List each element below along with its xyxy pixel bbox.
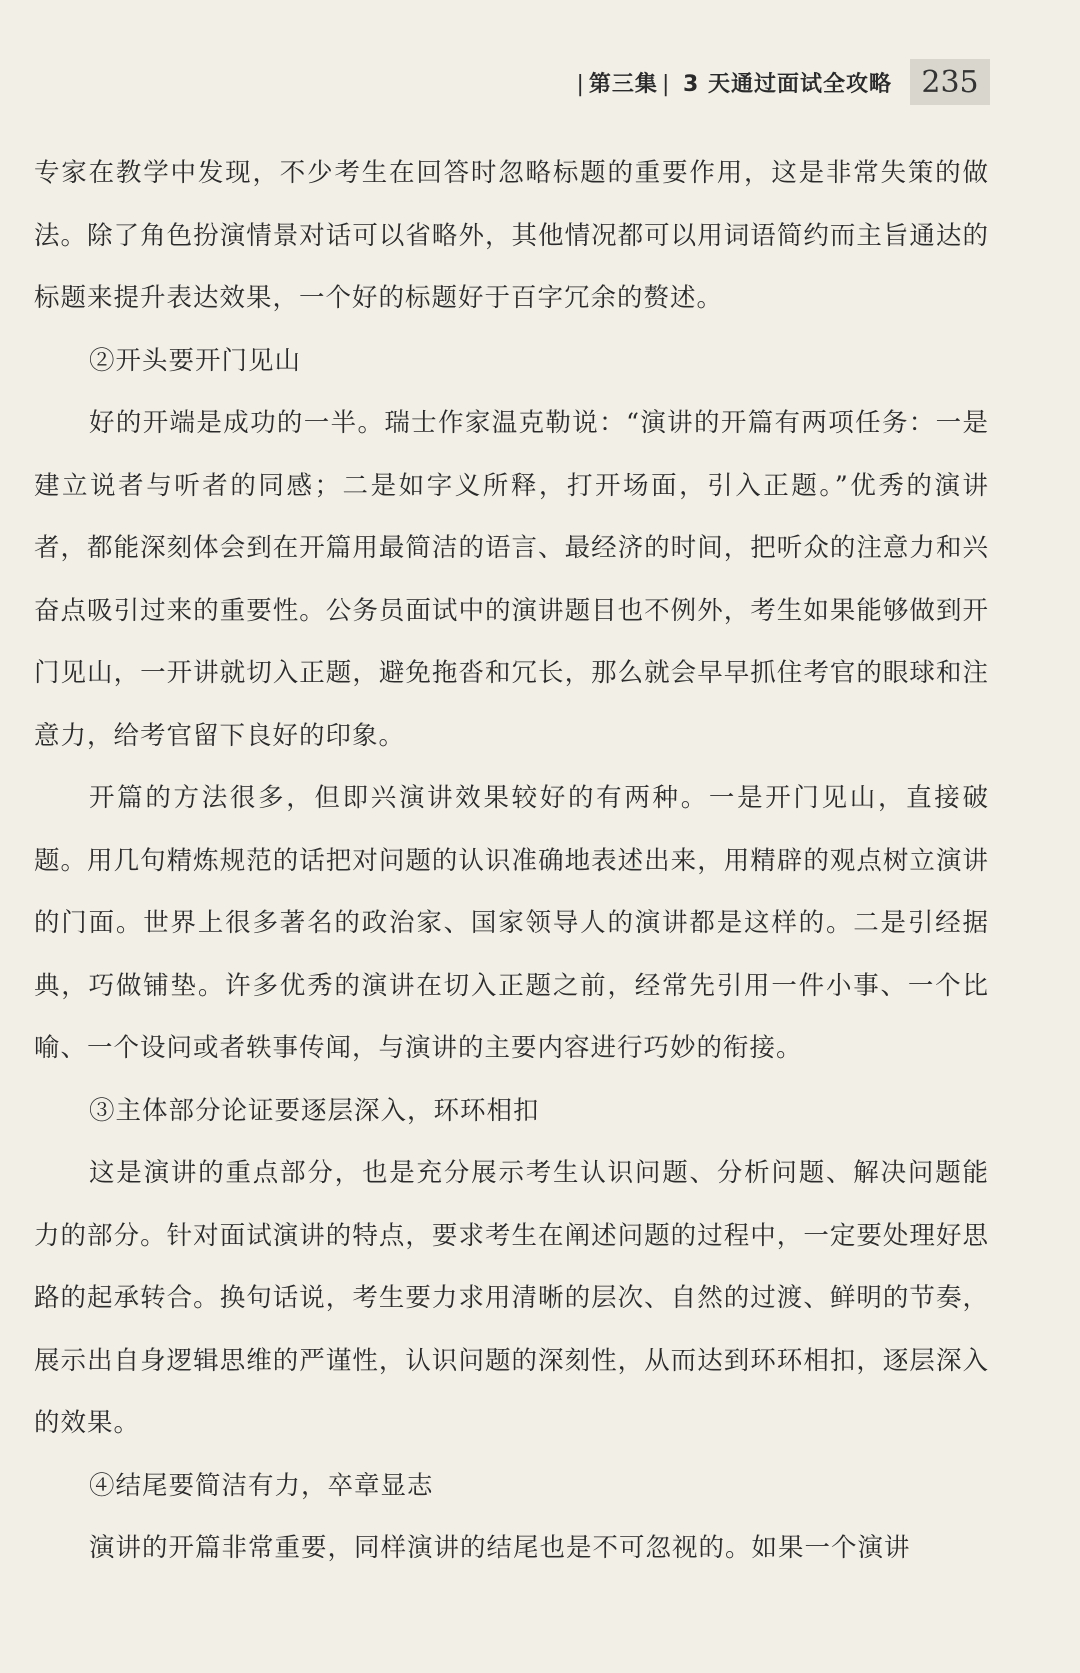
paragraph: 开篇的方法很多，但即兴演讲效果较好的有两种。一是开门见山，直接破题。用几句精炼规范的话把对问题的认识准确地表述出来，用精辟的观点树立演讲的门面。世界上很多著名的政治家、国家领导人的演讲都是这样的。二是引经据典，巧做铺垫。许多优秀的演讲在切入正题之前，经常先引用一件小事、一个比喻、一个设问或者轶事传闻，与演讲的主要内容进行巧妙的衔接。 xyxy=(34,783,989,1063)
page-number: 235 xyxy=(910,59,990,105)
section-label: 第三集 xyxy=(588,71,658,97)
section-heading-opening: ②开头要开门见山 xyxy=(89,345,302,376)
header-divider-right: | xyxy=(661,71,671,97)
section-heading-body: ③主体部分论证要逐层深入，环环相扣 xyxy=(89,1095,540,1126)
paragraph: 好的开端是成功的一半。瑞士作家温克勒说：“演讲的开篇有两项任务：一是建立说者与听者的同感；二是如字义所释，打开场面，引入正题。”优秀的演讲者，都能深刻体会到在开篇用最简洁的语言、最经济的时间，把听众的注意力和兴奋点吸引过来的重要性。公务员面试中的演讲题目也不例外，考生如果能够做到开门见山，一开讲就切入正题，避免拖沓和冗长，那么就会早早抓住考官的眼球和注意力，给考官留下良好的印象。 xyxy=(34,408,989,751)
running-head xyxy=(573,67,893,98)
paragraph-continuation: 专家在教学中发现，不少考生在回答时忽略标题的重要作用，这是非常失策的做法。除了角色扮演情景对话可以省略外，其他情况都可以用词语简约而主旨通达的标题来提升表达效果，一个好的标题好于百字冗余的赘述。 xyxy=(34,158,989,313)
paragraph: 演讲的开篇非常重要，同样演讲的结尾也是不可忽视的。如果一个演讲 xyxy=(89,1533,911,1563)
paragraph: 这是演讲的重点部分，也是充分展示考生认识问题、分析问题、解决问题能力的部分。针对面试演讲的特点，要求考生在阐述问题的过程中，一定要处理好思路的起承转合。换句话说，考生要力求用清晰的层次、自然的过渡、鲜明的节奏，展示出自身逻辑思维的严谨性，认识问题的深刻性，从而达到环环相扣，逐层深入的效果。 xyxy=(34,1158,989,1438)
section-heading-ending: ④结尾要简洁有力，卒章显志 xyxy=(89,1470,434,1501)
body-text xyxy=(34,142,989,1580)
header-divider-left: | xyxy=(576,71,585,97)
page-header xyxy=(573,56,991,108)
book-title: 3 天通过面试全攻略 xyxy=(683,71,892,97)
